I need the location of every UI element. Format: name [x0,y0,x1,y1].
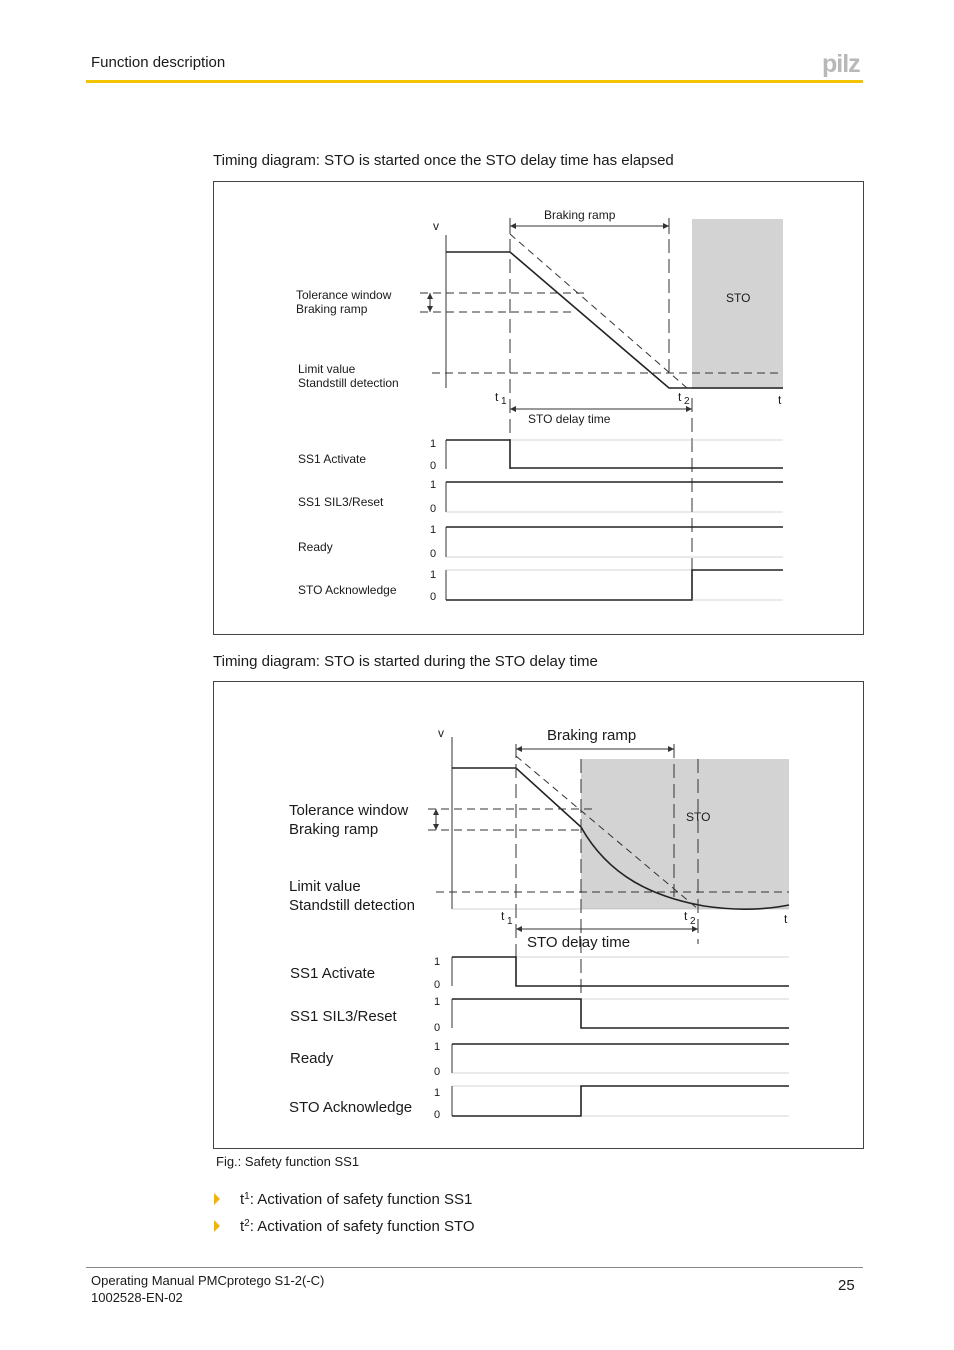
t2-sub: 2 [690,916,696,927]
signal-ss1-reset [452,999,789,1028]
tolerance-label-2: Braking ramp [296,302,368,316]
level-1: 1 [430,524,437,536]
level-0: 0 [430,591,437,603]
page-number: 25 [838,1277,855,1294]
signal-sto-ack [446,570,783,600]
sto-region [581,759,789,909]
t1-label: t [495,390,499,404]
diagram1-box [213,181,864,635]
level-0: 0 [434,1022,441,1034]
tolerance-label-1: Tolerance window [289,802,409,819]
level-0: 0 [430,460,437,472]
limit-label-1: Limit value [289,878,361,895]
signal-ss1-activate-label: SS1 Activate [290,965,376,982]
signal-sto-ack-label: STO Acknowledge [298,583,397,597]
braking-ramp-label: Braking ramp [547,727,637,744]
tolerance-ramp-line [510,234,687,388]
v-label: v [433,219,439,233]
level-0: 0 [434,979,441,991]
signal-ss1-activate [446,440,783,468]
sto-delay-label: STO delay time [527,934,631,951]
t2-label: t [678,390,682,404]
v-label: v [438,726,444,740]
signal-ss1-activate-label: SS1 Activate [298,452,367,466]
limit-label-1: Limit value [298,362,356,376]
signal-sto-ack [452,1086,789,1116]
footer-doc-number: 1002528-EN-02 [91,1290,183,1305]
diagram2-box [213,681,864,1149]
sto-delay-label: STO delay time [528,412,611,426]
t-axis-label: t [784,912,788,926]
level-1: 1 [430,479,437,491]
bullet-text: : Activation of safety function STO [249,1218,475,1235]
bullet-item [214,1191,472,1208]
bullet-text: : Activation of safety function SS1 [249,1191,473,1208]
pilz-logo: pilz [822,50,860,78]
t-axis-label: t [778,393,782,407]
t1-sub: 1 [501,396,507,407]
level-1: 1 [434,1041,441,1053]
braking-ramp-label: Braking ramp [544,208,616,222]
signal-ss1-reset-label: SS1 SIL3/Reset [298,495,384,509]
level-1: 1 [430,438,437,450]
header-title: Function description [91,54,226,71]
level-0: 0 [434,1066,441,1078]
bullet-t: t [240,1218,245,1235]
tolerance-label-2: Braking ramp [289,821,379,838]
level-0: 0 [434,1109,441,1121]
bullet-sub: 1 [244,1191,250,1202]
limit-label-2: Standstill detection [298,376,399,390]
bullet-arrow-icon [214,1220,220,1232]
sto-label: STO [726,291,751,305]
signal-ready-label: Ready [298,540,333,554]
diagram2-caption: Timing diagram: STO is started during the STO delay time [213,653,598,670]
level-0: 0 [430,548,437,560]
bullet-sub: 2 [244,1218,250,1229]
signal-ss1-reset-label: SS1 SIL3/Reset [290,1008,397,1025]
t2-sub: 2 [684,396,690,407]
footer-manual: Operating Manual PMCprotego S1-2(-C) [91,1273,325,1288]
diagram2-svg [214,682,863,1148]
limit-label-2: Standstill detection [289,897,415,914]
level-1: 1 [434,996,441,1008]
bullet-t: t [240,1191,245,1208]
tolerance-label-1: Tolerance window [296,288,392,302]
bullet-item [214,1218,475,1235]
sto-label: STO [686,810,711,824]
signal-ss1-activate [452,957,789,986]
t1-sub: 1 [507,916,513,927]
signal-sto-ack-label: STO Acknowledge [289,1099,413,1116]
level-1: 1 [434,1087,441,1099]
diagram1-caption: Timing diagram: STO is started once the STO delay time has elapsed [213,152,674,169]
signal-ready-label: Ready [290,1050,334,1067]
bullet-arrow-icon [214,1193,220,1205]
header-rule [86,80,863,83]
t2-label: t [684,909,688,923]
figure-caption: Fig.: Safety function SS1 [216,1154,360,1169]
footer-rule [86,1267,863,1268]
level-1: 1 [430,569,437,581]
t1-label: t [501,909,505,923]
level-1: 1 [434,956,441,968]
diagram1-svg [214,182,863,634]
level-0: 0 [430,503,437,515]
